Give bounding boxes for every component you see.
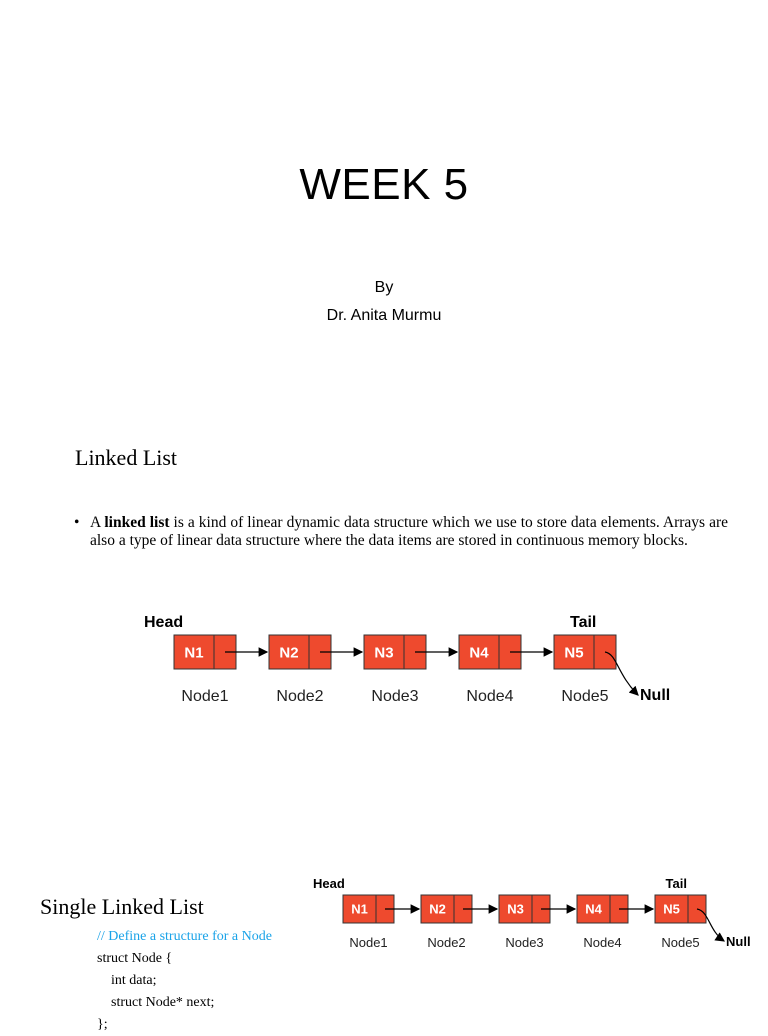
node-caption: Node1 [349,935,388,950]
section-heading-linked-list: Linked List [75,445,178,470]
node-caption: Node4 [466,688,514,705]
node-caption: Node3 [371,688,419,705]
author-name: Dr. Anita Murmu [326,307,442,324]
null-label: Null [640,687,671,704]
code-comment: // Define a structure for a Node [97,929,272,944]
by-label: By [374,279,394,296]
node-label: N1 [351,901,368,917]
null-label: Null [726,934,751,949]
node-label: N4 [585,901,602,917]
node-caption: Node2 [276,688,324,705]
node-label: N1 [184,644,204,662]
node-label: N2 [429,901,446,917]
node-label: N4 [469,644,489,662]
linked-list-diagram [0,600,768,720]
code-line: int data; [97,973,157,988]
bullet-text: A linked list is a kind of linear dynamic data structure which we use to store data elements. Arrays are also a type of linear data structure where the data items are stored in continuous memory blocks. [90,514,728,549]
tail-label: Tail [570,614,597,631]
bullet-paragraph [74,514,728,550]
bold-term: linked list [104,514,170,531]
page-title: WEEK 5 [299,160,469,209]
single-linked-list-diagram [0,868,768,958]
node-label: N3 [507,901,524,917]
node-caption: Node5 [561,688,609,705]
node-caption: Node3 [505,935,544,950]
node-label: N5 [663,901,680,917]
node-caption: Node2 [427,935,466,950]
node-caption: Node4 [583,935,622,950]
code-line: }; [97,1017,108,1032]
section-heading-single-linked-list: Single Linked List [40,894,204,919]
node-caption: Node5 [661,935,700,950]
node-label: N3 [374,644,394,662]
node-label: N5 [564,644,584,662]
head-label: Head [313,876,345,891]
bullet-dot: • [74,514,80,531]
tail-label: Tail [665,876,687,891]
node-caption: Node1 [181,688,229,705]
code-line: struct Node* next; [97,995,215,1010]
head-label: Head [144,614,184,631]
code-line: struct Node { [97,951,173,966]
node-label: N2 [279,644,299,662]
